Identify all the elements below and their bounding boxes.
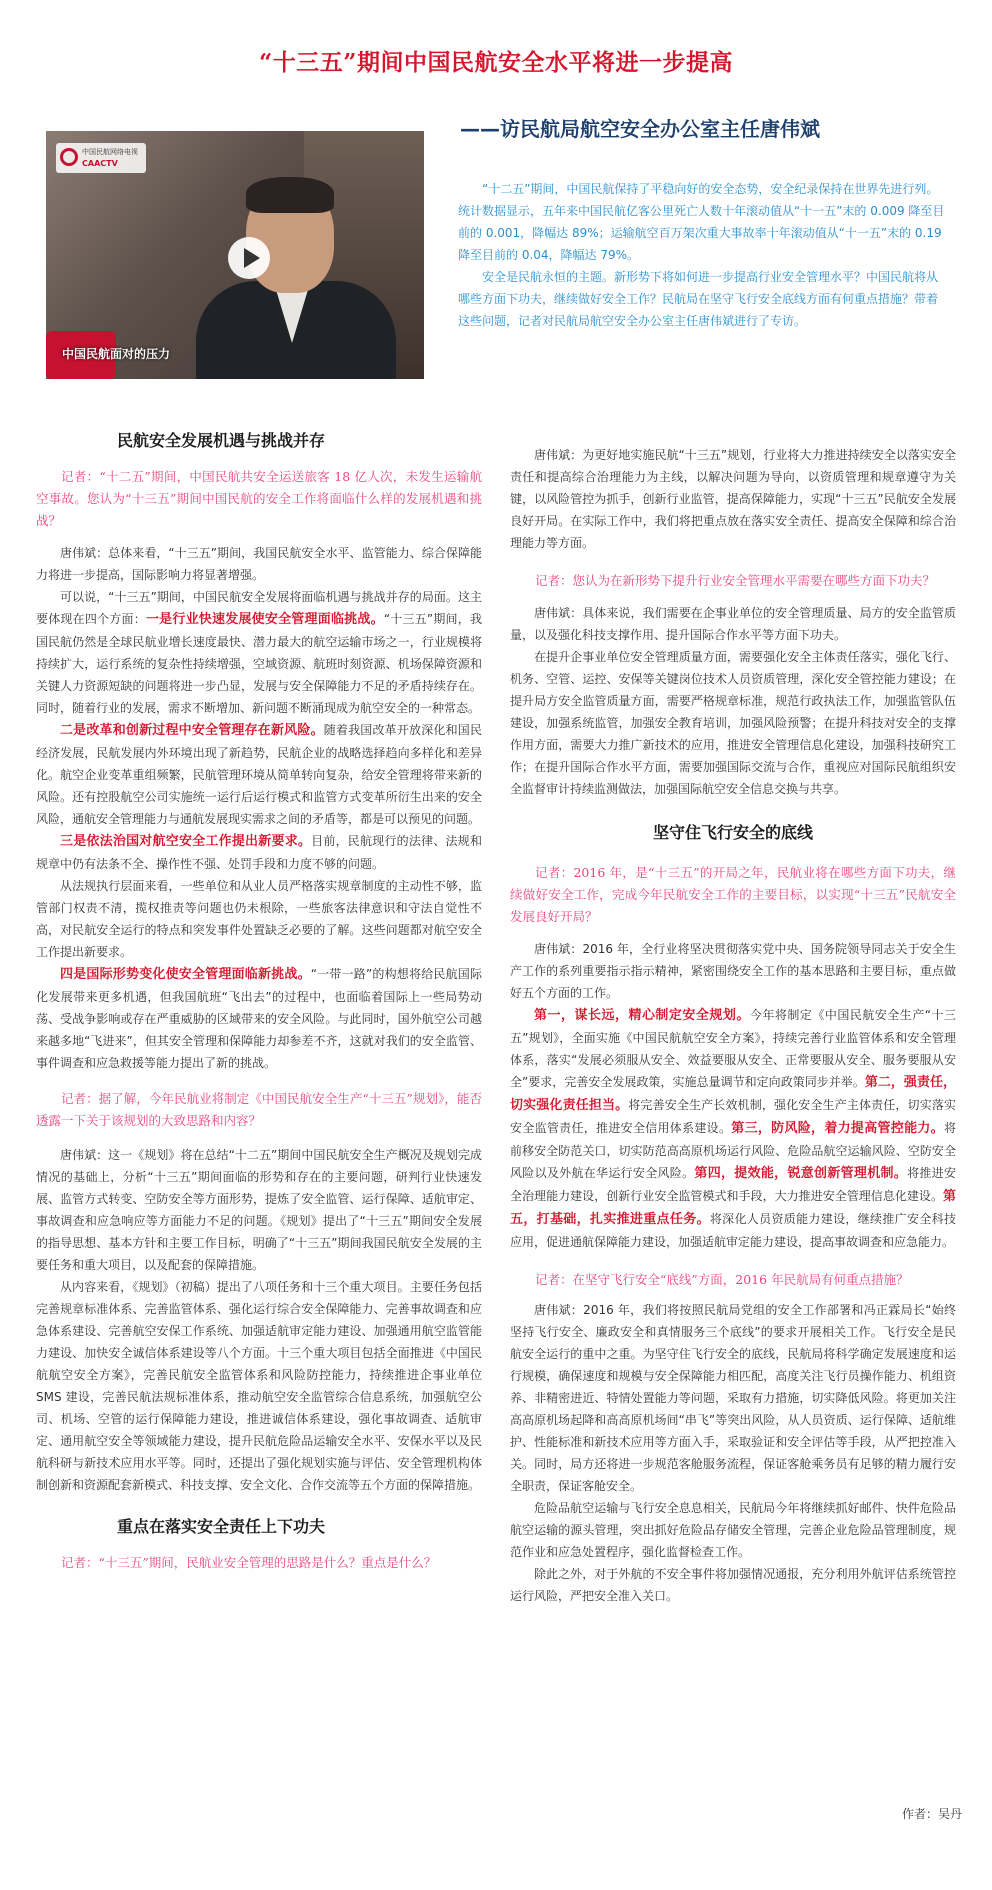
video-player[interactable] <box>46 131 424 379</box>
reporter-question: 记者：“十三五”期间，民航业安全管理的思路是什么？重点是什么？ <box>61 1555 437 1570</box>
reporter-question: 记者：据了解，今年民航业将制定《中国民航安全生产“十三五”规划》，能否透露一下关于该规划的大致思路和内容？ <box>36 1091 482 1128</box>
right-column <box>510 444 956 1607</box>
answer-text: 将完善安全生产长效机制，强化安全生产主体责任，切实落实安全监管责任，推进安全信用体系建设。 <box>510 1098 956 1135</box>
highlight-point: 二是改革和创新过程中安全管理存在新风险。 <box>60 723 324 738</box>
highlight-point: 第二，强责任，切实强化责任担当。 <box>510 1075 956 1113</box>
logo-line2: CAACTV <box>82 159 118 168</box>
answer-paragraph: 唐伟斌：具体来说，我们需要在企事业单位的安全管理质量、局方的安全监管质量，以及强化科技支撑作用、提升国际合作水平等方面下功夫。 <box>510 606 956 642</box>
caactv-logo <box>56 143 146 173</box>
video-caption: 中国民航面对的压力 <box>62 347 171 361</box>
reporter-question: 记者：在坚守飞行安全“底线”方面，2016 年民航局有何重点措施？ <box>535 1272 909 1287</box>
answer-text: 随着我国改革开放深化和国民经济发展，民航发展内外环境出现了新趋势，民航企业的战略选择趋向多样化和差异化。航空企业变革重组频繁，民航管理环境从简单转向复杂，给安全管理将带来新的风险。还有控股航空公司实施统一运行后运行模式和监管方式变革所衍生出来的安全风险，通航安全管理能力与通航发展现实需求之间的矛盾等，都是可以预见的问题。 <box>36 723 482 826</box>
highlight-point: 第三，防风险，着力提高管控能力。 <box>731 1121 944 1136</box>
intro-block <box>458 178 948 332</box>
author-credit: 作者：吴丹 <box>901 1807 962 1821</box>
interviewee-hair <box>246 177 334 213</box>
reporter-question: 记者：2016 年，是“十三五”的开局之年，民航业将在哪些方面下功夫，继续做好安全工作，完成今年民航安全工作的主要目标，以实现“十三五”民航安全发展良好开局？ <box>510 865 956 924</box>
answer-text: “十三五”期间，我国民航仍然是全球民航业增长速度最快、潜力最大的航空运输市场之一，行业规模将持续扩大，运行系统的复杂性持续增强，空域资源、航班时刻资源、机场保障资源和关键人力资源短缺的问题将进一步凸显，发展与安全保障能力不足的矛盾持续存在。同时，随着行业的发展，需求不断增加、新问题不断涌现成为航空安全的一种常态。 <box>36 612 482 715</box>
answer-paragraph: 唐伟斌：为更好地实施民航“十三五”规划，行业将大力推进持续安全以落实安全责任和提高综合治理能力为主线，以解决问题为导向，以资质管理和规章遵守为关键，以风险管控为抓手，创新行业监管，提高保障能力，实现“十三五”民航安全发展良好开局。在实际工作中，我们将把重点放在落实安全责任、提高安全保障和综合治理能力等方面。 <box>510 448 956 550</box>
highlight-point: 第一，谋长远，精心制定安全规划。 <box>534 1008 750 1023</box>
highlight-point: 第五，打基础，扎实推进重点任务。 <box>510 1189 956 1227</box>
answer-text: 将推进安全治理能力建设，创新行业安全监管模式和手段，大力推进安全管理信息化建设。 <box>510 1166 956 1203</box>
logo-line1: 中国民航网络电视 <box>82 148 138 156</box>
section-heading: 重点在落实安全责任上下功夫 <box>116 1517 325 1536</box>
answer-paragraph: 危险品航空运输与飞行安全息息相关，民航局今年将继续抓好邮件、快件危险品航空运输的源头管理，突出抓好危险品存储安全管理，完善企业危险品管理制度，规范作业和应急处置程序，强化监督检查工作。 <box>510 1501 956 1559</box>
answer-text: 可以说，“十三五”期间，中国民航安全发展将面临机遇与挑战并存的局面。这主要体现在四个方面： <box>36 590 482 626</box>
reporter-question: 记者：您认为在新形势下提升行业安全管理水平需要在哪些方面下功夫？ <box>535 573 936 588</box>
answer-text: 将深化人员资质能力建设，继续推广安全科技应用，促进通航保障能力建设，加强适航审定能力建设，提高事故调查和应急能力。 <box>510 1212 956 1249</box>
reporter-question: 记者：“十二五”期间，中国民航共安全运送旅客 18 亿人次，未发生运输航空事故。您认为“十三五”期间中国民航的安全工作将面临什么样的发展机遇和挑战？ <box>36 469 482 528</box>
answer-paragraph: 从内容来看，《规划》（初稿）提出了八项任务和十三个重大项目。主要任务包括完善规章标准体系、完善监管体系、强化运行综合安全保障能力、完善事故调查和应急体系建设、完善航空安保工作系统、加强适航审定能力建设、加强通用航空监管能力建设、加快安全诚信体系建设等八个方面。十三个重大项目包括全面推进《中国民航航空安全方案》，完善民航安全监管体系和风险防控能力，持续推进企事业单位 SMS 建设，完善民航法规标准体系，推动航空安全监管综合信息系统，加强航空公司、机场、空管的运行保障能力建设，推进诚信体系建设，强化事故调查、适航审定、通用航空安全等领域能力建设，提升民航危险品运输安全水平、安保水平以及民航科研与新技术应用水平等。同时，还提出了强化规划实施与评估、安全管理机构体制创新和资源配套新模式、科技支撑、安全文化、合作交流等五个方面的保障措施。 <box>36 1280 482 1492</box>
answer-paragraph <box>36 963 482 1074</box>
answer-text: 今年将制定《中国民航安全生产“十三五”规划》，全面实施《中国民航航空安全方案》，持续完善行业监管体系和安全管理体系，落实“发展必须服从安全、效益要服从安全、正常要服从安全、服务要服从安全”要求，完善安全发展政策，实施总量调节和定向政策同步并举。 <box>510 1008 956 1089</box>
left-column <box>36 430 482 1574</box>
play-icon[interactable] <box>228 237 270 279</box>
answer-paragraph: 唐伟斌：2016 年，我们将按照民航局党组的安全工作部署和冯正霖局长“始终坚持飞行安全、廉政安全和真情服务三个底线”的要求开展相关工作。飞行安全是民航安全运行的重中之重。为坚守住飞行安全的底线，民航局将科学确定发展速度和运行规模，确保速度和规模与安全保障能力相匹配，高度关注飞行员操作能力、机组资养、非精密进近、特情处置能力等问题，采取有力措施，切实降低风险。将更加关注高高原机场起降和高高原机场间“串飞”等突出风险，从人员资质、运行保障、适航维护、性能标准和新技术应用等方面入手，采取验证和安全评估等手段，从严把控准入关。同时，局方还将进一步规范客舱服务流程，保证客舱乘务员有足够的精力履行安全职责，保证客舱安全。 <box>510 1303 956 1493</box>
answer-paragraph <box>36 830 482 875</box>
highlight-point: 三是依法治国对航空安全工作提出新要求。 <box>60 834 312 849</box>
answer-text: 将前移安全防范关口，切实防范高高原机场运行风险、危险品航空运输风险、空防安全风险以及外航在华运行安全风险。 <box>510 1121 956 1180</box>
article-subtitle: ——访民航局航空安全办公室主任唐伟斌 <box>460 117 820 141</box>
article-title: “十三五”期间中国民航安全水平将进一步提高 <box>259 49 733 76</box>
answer-paragraph: 唐伟斌：这一《规划》将在总结“十二五”期间中国民航安全生产概况及规划完成情况的基础上，分析“十三五”期间面临的形势和存在的主要问题，研判行业快速发展、监管方式转变、空防安全等方面形势，提炼了安全监管、运行保障、适航审定、事故调查和应急响应等方面能力不足的问题。《规划》提出了“十三五”期间安全发展的指导思想、基本方针和主要工作目标，明确了“十三五”期间我国民航安全发展的主要任务和重大项目，以及配套的保障措施。 <box>36 1148 482 1272</box>
answer-paragraph: 唐伟斌：总体来看，“十三五”期间，我国民航安全水平、监管能力、综合保障能力将进一步提高，国际影响力将显著增强。 <box>36 546 482 582</box>
answer-paragraph: 除此之外，对于外航的不安全事件将加强情况通报，充分利用外航评估系统管控运行风险，严把安全准入关口。 <box>510 1567 956 1603</box>
answer-text: “一带一路”的构想将给民航国际化发展带来更多机遇，但我国航班“飞出去”的过程中，也面临着国际上一些局势动荡、受战争影响或存在严重威胁的区域带来的安全风险。与此同时，国外航空公司越来越多地“飞进来”，但其安全管理和保障能力却参差不齐，这就对我们的安全监管、事件调查和应急救援等能力提出了新的挑战。 <box>36 967 482 1070</box>
answer-text: 目前，民航现行的法律、法规和规章中仍有法条不全、操作性不强、处罚手段和力度不够的问题。 <box>36 834 482 871</box>
answer-paragraph <box>36 586 482 719</box>
highlight-point: 一是行业快速发展使安全管理面临挑战。 <box>145 612 384 627</box>
section-heading: 民航安全发展机遇与挑战并存 <box>116 431 325 450</box>
answer-paragraph <box>510 1004 956 1253</box>
intro-paragraph: “十二五”期间，中国民航保持了平稳向好的安全态势，安全纪录保持在世界先进行列。统计数据显示，五年来中国民航亿客公里死亡人数十年滚动值从“十一五”末的 0.009 降至目前的 0.001，降幅达 89%；运输航空百万架次重大事故率十年滚动值从“十一五”末的 0.19 降至目前的 0.04，降幅达 79%。 <box>458 182 945 262</box>
intro-paragraph: 安全是民航永恒的主题。新形势下将如何进一步提高行业安全管理水平？中国民航将从哪些方面下功夫，继续做好安全工作？民航局在坚守飞行安全底线方面有何重点措施？带着这些问题，记者对民航局航空安全办公室主任唐伟斌进行了专访。 <box>458 270 939 328</box>
highlight-point: 第四，提效能，锐意创新管理机制。 <box>694 1166 908 1181</box>
answer-paragraph: 唐伟斌：2016 年，全行业将坚决贯彻落实党中央、国务院领导同志关于安全生产工作的系列重要指示指示精神，紧密围绕安全工作的基本思路和主要目标，重点做好五个方面的工作。 <box>510 942 956 1000</box>
section-heading: 坚守住飞行安全的底线 <box>652 823 813 842</box>
caactv-logo-icon <box>60 148 78 166</box>
answer-paragraph <box>36 719 482 830</box>
answer-paragraph: 从法规执行层面来看，一些单位和从业人员严格落实规章制度的主动性不够，监管部门权责不清，揽权推责等问题也仍未根除，一些旅客法律意识和守法自觉性不高，对民航安全运行的特点和突发事件处置缺乏必要的了解。这些问题都对航空安全工作提出新要求。 <box>36 879 482 959</box>
answer-paragraph: 在提升企事业单位安全管理质量方面，需要强化安全主体责任落实，强化飞行、机务、空管、运控、安保等关键岗位技术人员资质管理，深化安全管控能力建设；在提升局方安全监管质量方面，需要严格规章标准，规范行政执法工作，加强监管队伍建设，加强系统监管，加强安全教育培训，加强风险预警；在提升科技对安全的支撑作用方面，需要大力推广新技术的应用，推进安全管理信息化建设，加强科技研究工作；在提升国际合作水平方面，需要加强国际交流与合作，重视应对国际民航组织安全监督审计持续监测做法，加强国际航空安全信息交换与共享。 <box>510 650 956 796</box>
highlight-point: 四是国际形势变化使安全管理面临新挑战。 <box>60 967 311 982</box>
